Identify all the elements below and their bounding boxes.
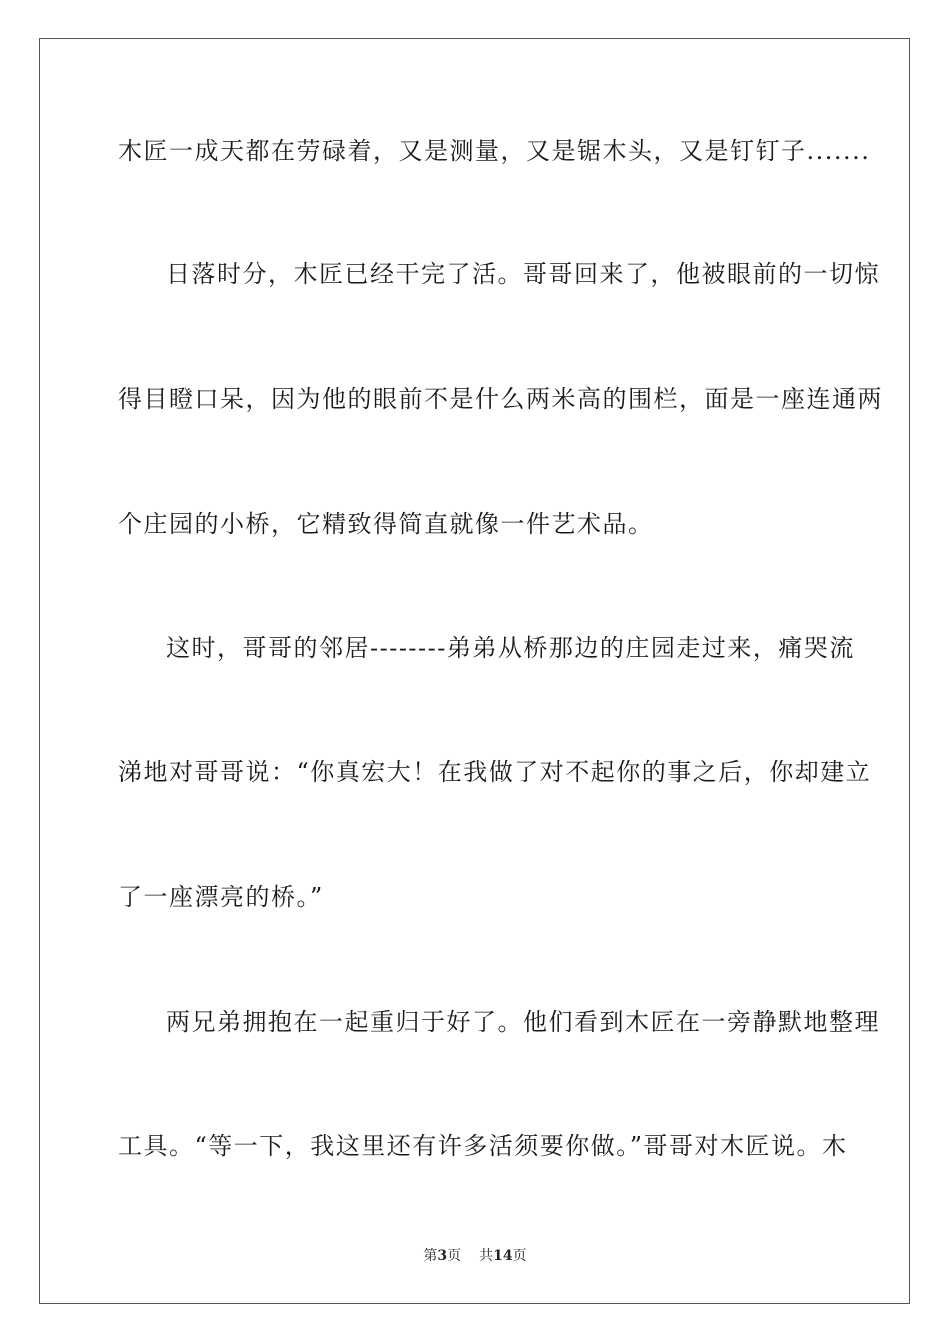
text-line-1: 木匠一成天都在劳碌着，又是测量，又是锯木头，又是钉钉子....... xyxy=(118,137,871,165)
total-prefix: 共 xyxy=(479,1248,494,1264)
page-number: 3 xyxy=(437,1248,448,1264)
text-line-3: 得目瞪口呆，因为他的眼前不是什么两米高的围栏，面是一座连通两 xyxy=(118,385,883,413)
text-line-4: 个庄园的小桥，它精致得简直就像一件艺术品。 xyxy=(118,510,654,538)
text-line-9: 工具。“等一下，我这里还有许多活须要你做。”哥哥对木匠说。木 xyxy=(118,1132,848,1160)
page-footer xyxy=(0,1247,950,1265)
page-prefix: 第 xyxy=(423,1248,438,1264)
text-line-5: 这时，哥哥的邻居--------弟弟从桥那边的庄园走过来，痛哭流 xyxy=(166,634,855,662)
text-line-6: 涕地对哥哥说：“你真宏大！在我做了对不起你的事之后，你却建立 xyxy=(118,758,872,786)
page-border xyxy=(39,38,910,1304)
page-suffix: 页 xyxy=(447,1248,462,1264)
text-line-7: 了一座漂亮的桥。” xyxy=(118,883,324,911)
text-line-8: 两兄弟拥抱在一起重归于好了。他们看到木匠在一旁静默地整理 xyxy=(166,1008,880,1036)
total-pages: 14 xyxy=(493,1248,513,1264)
total-suffix: 页 xyxy=(512,1248,527,1264)
text-line-2: 日落时分，木匠已经干完了活。哥哥回来了，他被眼前的一切惊 xyxy=(166,260,880,288)
